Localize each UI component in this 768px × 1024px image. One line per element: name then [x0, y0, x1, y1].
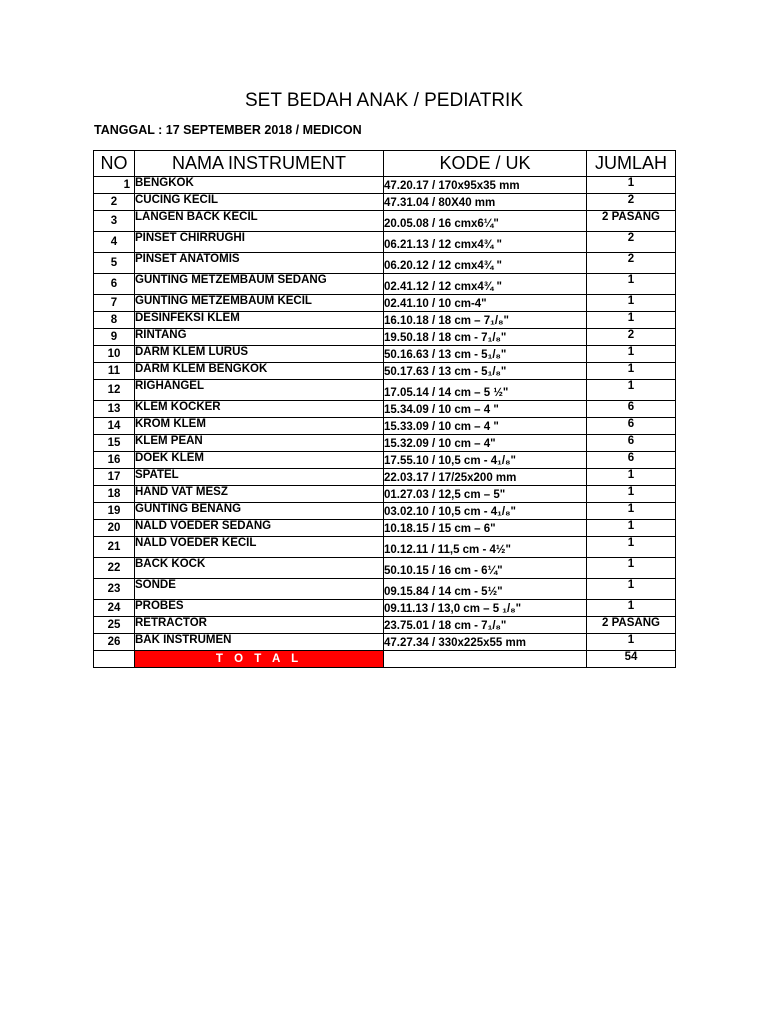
- row-no: 17: [94, 469, 135, 486]
- row-no: 23: [94, 579, 135, 600]
- row-kode: 47.20.17 / 170x95x35 mm: [384, 177, 587, 194]
- row-nama: DARM KLEM LURUS: [135, 346, 384, 363]
- row-jumlah: 1: [587, 503, 676, 520]
- row-no: 1: [94, 177, 135, 194]
- table-row: [94, 418, 676, 435]
- row-nama: HAND VAT MESZ: [135, 486, 384, 503]
- row-kode: 02.41.10 / 10 cm-4": [384, 295, 587, 312]
- row-nama: DESINFEKSI KLEM: [135, 312, 384, 329]
- row-kode: 09.11.13 / 13,0 cm – 5 ₁/₈": [384, 600, 587, 617]
- table-row: [94, 295, 676, 312]
- row-no: 9: [94, 329, 135, 346]
- row-kode: 17.55.10 / 10,5 cm - 4₁/₈": [384, 452, 587, 469]
- row-nama: GUNTING BENANG: [135, 503, 384, 520]
- row-no: 19: [94, 503, 135, 520]
- row-kode: 15.32.09 / 10 cm – 4": [384, 435, 587, 452]
- total-value: 54: [587, 651, 676, 668]
- row-nama: DOEK KLEM: [135, 452, 384, 469]
- row-kode: 47.31.04 / 80X40 mm: [384, 194, 587, 211]
- row-nama: PINSET ANATOMIS: [135, 253, 384, 274]
- table-row: [94, 520, 676, 537]
- row-no: 2: [94, 194, 135, 211]
- table-row: [94, 253, 676, 274]
- row-jumlah: 6: [587, 435, 676, 452]
- header-nama-instrument: NAMA INSTRUMENT: [135, 151, 384, 177]
- row-nama: RIGHANGEL: [135, 380, 384, 401]
- row-no: 25: [94, 617, 135, 634]
- table-row: [94, 177, 676, 194]
- date-line: TANGGAL : 17 SEPTEMBER 2018 / MEDICON: [94, 123, 362, 137]
- row-no: 11: [94, 363, 135, 380]
- row-nama: BAK INSTRUMEN: [135, 634, 384, 651]
- row-jumlah: 1: [587, 537, 676, 558]
- row-kode: 16.10.18 / 18 cm – 7₁/₈": [384, 312, 587, 329]
- row-jumlah: 1: [587, 346, 676, 363]
- table-row: [94, 486, 676, 503]
- table-row: [94, 380, 676, 401]
- table-row: [94, 194, 676, 211]
- header-no: NO: [94, 151, 135, 177]
- table-row: [94, 579, 676, 600]
- row-jumlah: 2: [587, 329, 676, 346]
- row-no: 24: [94, 600, 135, 617]
- header-kode-uk: KODE / UK: [384, 151, 587, 177]
- total-no-cell: [94, 651, 135, 668]
- row-nama: DARM KLEM BENGKOK: [135, 363, 384, 380]
- row-nama: LANGEN BACK KECIL: [135, 211, 384, 232]
- table-row: [94, 312, 676, 329]
- row-nama: NALD VOEDER KECIL: [135, 537, 384, 558]
- row-kode: 20.05.08 / 16 cmx6¼": [384, 211, 587, 232]
- row-kode: 47.27.34 / 330x225x55 mm: [384, 634, 587, 651]
- row-kode: 50.16.63 / 13 cm - 5₁/₈": [384, 346, 587, 363]
- row-nama: BENGKOK: [135, 177, 384, 194]
- row-no: 22: [94, 558, 135, 579]
- table-row: [94, 452, 676, 469]
- row-kode: 17.05.14 / 14 cm – 5 ½": [384, 380, 587, 401]
- row-jumlah: 1: [587, 177, 676, 194]
- row-jumlah: 1: [587, 312, 676, 329]
- table-row: [94, 346, 676, 363]
- row-kode: 15.33.09 / 10 cm – 4 ": [384, 418, 587, 435]
- document-title: SET BEDAH ANAK / PEDIATRIK: [244, 90, 524, 111]
- row-no: 8: [94, 312, 135, 329]
- row-nama: PROBES: [135, 600, 384, 617]
- row-kode: 23.75.01 / 18 cm - 7₁/₈": [384, 617, 587, 634]
- row-kode: 22.03.17 / 17/25x200 mm: [384, 469, 587, 486]
- row-nama: PINSET CHIRRUGHI: [135, 232, 384, 253]
- row-nama: KROM KLEM: [135, 418, 384, 435]
- table-row: [94, 363, 676, 380]
- row-kode: 50.10.15 / 16 cm - 6¼": [384, 558, 587, 579]
- table-body: [94, 177, 676, 651]
- row-nama: NALD VOEDER SEDANG: [135, 520, 384, 537]
- table-row: [94, 469, 676, 486]
- row-kode: 03.02.10 / 10,5 cm - 4₁/₈": [384, 503, 587, 520]
- row-jumlah: 2 PASANG: [587, 617, 676, 634]
- row-nama: RINTANG: [135, 329, 384, 346]
- instrument-table: [93, 150, 676, 668]
- table-row: [94, 537, 676, 558]
- total-row: [94, 651, 676, 668]
- row-kode: 02.41.12 / 12 cmx4¾ ": [384, 274, 587, 295]
- row-jumlah: 2: [587, 232, 676, 253]
- table-header-row: [94, 151, 676, 177]
- row-no: 13: [94, 401, 135, 418]
- row-nama: GUNTING METZEMBAUM KECIL: [135, 295, 384, 312]
- row-no: 10: [94, 346, 135, 363]
- row-nama: CUCING KECIL: [135, 194, 384, 211]
- row-nama: KLEM KOCKER: [135, 401, 384, 418]
- table-row: [94, 329, 676, 346]
- row-jumlah: 6: [587, 452, 676, 469]
- row-no: 18: [94, 486, 135, 503]
- row-jumlah: 1: [587, 274, 676, 295]
- row-jumlah: 1: [587, 363, 676, 380]
- table-row: [94, 232, 676, 253]
- row-no: 12: [94, 380, 135, 401]
- row-nama: SPATEL: [135, 469, 384, 486]
- table-row: [94, 435, 676, 452]
- row-jumlah: 1: [587, 600, 676, 617]
- row-jumlah: 1: [587, 380, 676, 401]
- row-no: 6: [94, 274, 135, 295]
- row-jumlah: 2 PASANG: [587, 211, 676, 232]
- total-kode-cell: [384, 651, 587, 668]
- row-nama: GUNTING METZEMBAUM SEDANG: [135, 274, 384, 295]
- row-jumlah: 1: [587, 634, 676, 651]
- row-jumlah: 1: [587, 520, 676, 537]
- row-kode: 19.50.18 / 18 cm - 7₁/₈": [384, 329, 587, 346]
- row-no: 7: [94, 295, 135, 312]
- table-row: [94, 274, 676, 295]
- row-no: 21: [94, 537, 135, 558]
- table-row: [94, 634, 676, 651]
- row-no: 14: [94, 418, 135, 435]
- row-jumlah: 2: [587, 253, 676, 274]
- row-kode: 10.12.11 / 11,5 cm - 4½": [384, 537, 587, 558]
- row-kode: 10.18.15 / 15 cm – 6": [384, 520, 587, 537]
- row-jumlah: 1: [587, 486, 676, 503]
- row-kode: 01.27.03 / 12,5 cm – 5": [384, 486, 587, 503]
- row-nama: SONDE: [135, 579, 384, 600]
- row-nama: KLEM PEAN: [135, 435, 384, 452]
- row-kode: 50.17.63 / 13 cm - 5₁/₈": [384, 363, 587, 380]
- row-jumlah: 6: [587, 418, 676, 435]
- total-label: T O T A L: [135, 651, 384, 668]
- row-no: 15: [94, 435, 135, 452]
- row-kode: 06.20.12 / 12 cmx4¾ ": [384, 253, 587, 274]
- row-jumlah: 1: [587, 469, 676, 486]
- row-jumlah: 1: [587, 295, 676, 312]
- row-kode: 06.21.13 / 12 cmx4¾ ": [384, 232, 587, 253]
- row-no: 5: [94, 253, 135, 274]
- table-row: [94, 617, 676, 634]
- row-jumlah: 2: [587, 194, 676, 211]
- row-jumlah: 1: [587, 579, 676, 600]
- row-no: 16: [94, 452, 135, 469]
- row-no: 20: [94, 520, 135, 537]
- table-row: [94, 558, 676, 579]
- row-nama: BACK KOCK: [135, 558, 384, 579]
- row-nama: RETRACTOR: [135, 617, 384, 634]
- row-no: 3: [94, 211, 135, 232]
- table-row: [94, 401, 676, 418]
- row-kode: 15.34.09 / 10 cm – 4 ": [384, 401, 587, 418]
- row-kode: 09.15.84 / 14 cm - 5½": [384, 579, 587, 600]
- row-jumlah: 1: [587, 558, 676, 579]
- row-jumlah: 6: [587, 401, 676, 418]
- table-row: [94, 211, 676, 232]
- row-no: 4: [94, 232, 135, 253]
- header-jumlah: JUMLAH: [587, 151, 676, 177]
- table-row: [94, 503, 676, 520]
- row-no: 26: [94, 634, 135, 651]
- table-row: [94, 600, 676, 617]
